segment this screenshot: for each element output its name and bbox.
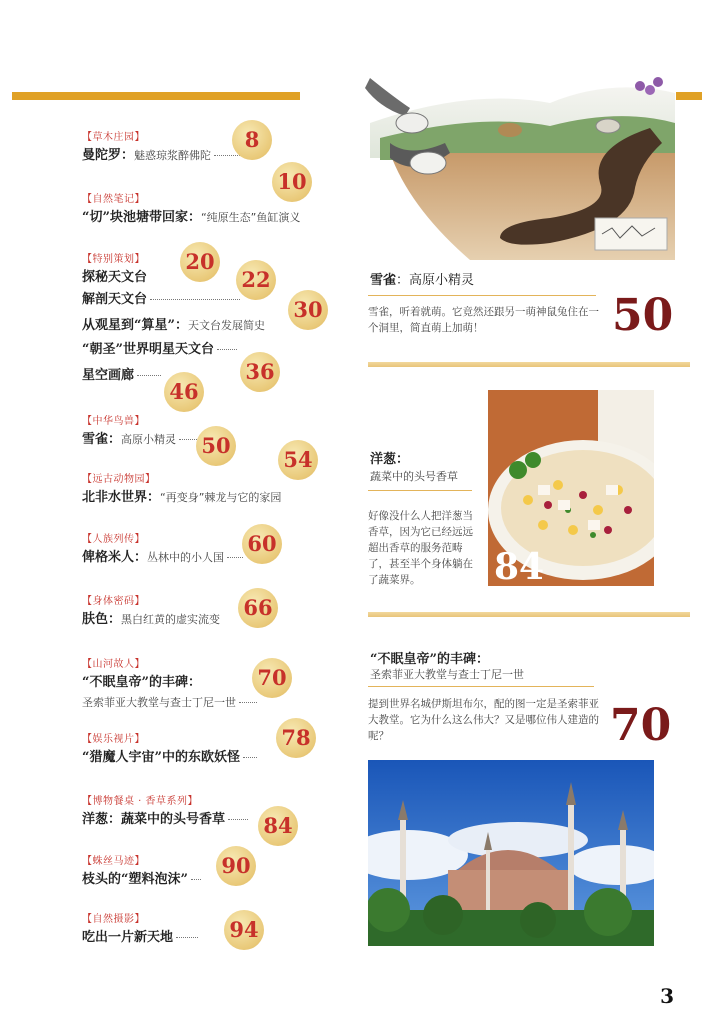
snowfinch-desc: 雪雀，听着就萌。它竟然还跟另一萌神鼠兔住在一个洞里，简直萌上加萌！ bbox=[368, 306, 599, 334]
toc-title-main: “不眠皇帝”的丰碑： bbox=[82, 675, 201, 690]
toc-page-badge[interactable]: 30 bbox=[288, 290, 328, 330]
toc-entry[interactable] bbox=[82, 366, 161, 386]
divider bbox=[368, 686, 594, 687]
leader-line bbox=[191, 879, 201, 880]
toc-category: 【山河故人】 bbox=[82, 659, 145, 670]
toc-title-main: 北非水世界： bbox=[82, 490, 161, 505]
toc-title bbox=[82, 366, 161, 386]
toc-title bbox=[82, 548, 243, 568]
toc-title-main: 星空画廊 bbox=[82, 368, 135, 383]
toc-title bbox=[82, 146, 258, 166]
toc-entry[interactable] bbox=[82, 530, 243, 568]
onion-salad-photo bbox=[488, 390, 654, 586]
toc-category: 【博物餐桌 · 香草系列】 bbox=[82, 796, 199, 807]
toc-title bbox=[82, 748, 257, 768]
toc-title bbox=[82, 208, 300, 228]
toc-category: 【娱乐视片】 bbox=[82, 734, 145, 745]
toc-title-sub: 魅惑琼浆醉佛陀 bbox=[134, 149, 212, 162]
snowfinch-title-rest: ：高原小精灵 bbox=[396, 273, 475, 288]
section-divider bbox=[368, 612, 690, 617]
toc-page-badge[interactable]: 94 bbox=[224, 910, 264, 950]
toc-entry[interactable] bbox=[82, 730, 257, 768]
toc-entry[interactable] bbox=[82, 340, 237, 360]
toc-entry[interactable] bbox=[82, 792, 248, 830]
leader-line bbox=[217, 349, 237, 350]
toc-title bbox=[82, 673, 257, 693]
toc-entry[interactable] bbox=[82, 592, 220, 630]
toc-category: 【人族列传】 bbox=[82, 534, 145, 545]
leader-line bbox=[137, 375, 161, 376]
toc-title-main: 俾格米人： bbox=[82, 550, 148, 565]
toc-entry[interactable] bbox=[82, 470, 281, 508]
toc-category: 【自然摄影】 bbox=[82, 914, 145, 925]
toc-title bbox=[82, 430, 201, 450]
toc-title bbox=[82, 268, 147, 288]
toc-entry[interactable] bbox=[82, 128, 258, 166]
divider bbox=[368, 295, 596, 296]
leader-line bbox=[239, 702, 257, 703]
toc-page-badge[interactable]: 22 bbox=[236, 260, 276, 300]
toc-entry[interactable] bbox=[82, 250, 147, 288]
onion-desc: 好像没什么人把洋葱当香草，因为它已经远远超出香草的服务范畴了，甚至半个身体躺在了蔬菜界。 bbox=[368, 510, 473, 586]
onion-page-number[interactable]: 84 bbox=[494, 546, 545, 586]
toc-title bbox=[82, 928, 198, 948]
toc-page-badge[interactable]: 10 bbox=[272, 162, 312, 202]
toc-title-main: 从观星到“算星”： bbox=[82, 318, 188, 333]
leader-line bbox=[228, 819, 248, 820]
toc-page-badge[interactable]: 36 bbox=[240, 352, 280, 392]
toc-title-sub: 丛林中的小人国 bbox=[147, 551, 225, 564]
hagia-sophia-photo bbox=[368, 760, 654, 946]
toc-category: 【草木庄园】 bbox=[82, 132, 145, 143]
toc-page-badge[interactable]: 54 bbox=[278, 440, 318, 480]
toc-title-main: “朝圣”世界明星天文台 bbox=[82, 342, 214, 357]
toc-category: 【蛛丝马迹】 bbox=[82, 856, 145, 867]
toc-title-sub: 圣索菲亚大教堂与查士丁尼一世 bbox=[82, 696, 236, 709]
toc-category: 【自然笔记】 bbox=[82, 194, 145, 205]
toc-title-sub: 天文台发展简史 bbox=[187, 319, 265, 332]
toc-page-badge[interactable]: 90 bbox=[216, 846, 256, 886]
toc-page-badge[interactable]: 84 bbox=[258, 806, 298, 846]
hagia-subtitle: 圣索菲亚大教堂与查士丁尼一世 bbox=[370, 668, 524, 681]
toc-page-badge[interactable]: 78 bbox=[276, 718, 316, 758]
header-accent-bar bbox=[12, 92, 300, 100]
toc-title bbox=[82, 870, 201, 890]
toc-page-badge[interactable]: 46 bbox=[164, 372, 204, 412]
toc-title-main: 吃出一片新天地 bbox=[82, 930, 174, 945]
onion-subtitle: 蔬菜中的头号香草 bbox=[370, 470, 458, 483]
toc-page-badge[interactable]: 50 bbox=[196, 426, 236, 466]
toc-page-badge[interactable]: 20 bbox=[180, 242, 220, 282]
leader-line bbox=[243, 757, 257, 758]
snowfinch-title[interactable] bbox=[370, 269, 474, 288]
toc-title-sub: “再变身”棘龙与它的家园 bbox=[160, 491, 282, 504]
onion-title[interactable]: 洋葱： bbox=[370, 452, 410, 467]
toc-title-main: “猎魔人宇宙”中的东欧妖怪 bbox=[82, 750, 240, 765]
toc-entry[interactable] bbox=[82, 412, 201, 450]
toc-title bbox=[82, 488, 281, 508]
leader-line bbox=[227, 557, 243, 558]
toc-entry[interactable] bbox=[82, 655, 257, 713]
toc-entry[interactable] bbox=[82, 190, 300, 228]
toc-category: 【中华鸟兽】 bbox=[82, 416, 145, 427]
toc-title-main: 肤色： bbox=[82, 612, 122, 627]
snowfinch-page-number[interactable]: 50 bbox=[612, 290, 674, 341]
toc-entry[interactable] bbox=[82, 910, 198, 948]
toc-title-main: 曼陀罗： bbox=[82, 148, 135, 163]
toc-title-main: 解剖天文台 bbox=[82, 292, 148, 307]
toc-page-badge[interactable]: 66 bbox=[238, 588, 278, 628]
header-accent-bar-right bbox=[676, 92, 702, 100]
toc-title-main: “切”块池塘带回家： bbox=[82, 210, 201, 225]
toc-title-sub: “纯原生态”鱼缸演义 bbox=[200, 211, 301, 224]
toc-title-sub: 高原小精灵 bbox=[121, 433, 177, 446]
toc-entry[interactable] bbox=[82, 316, 265, 336]
snowfinch-title-bold: 雪雀 bbox=[370, 273, 397, 288]
toc-title bbox=[82, 316, 265, 336]
toc-title bbox=[82, 693, 257, 713]
toc-category: 【特别策划】 bbox=[82, 254, 145, 265]
toc-title-sub: 黑白红黄的虚实流变 bbox=[121, 613, 221, 626]
toc-title-main: 探秘天文台 bbox=[82, 270, 148, 285]
toc-entry[interactable] bbox=[82, 852, 201, 890]
leader-line bbox=[176, 937, 198, 938]
hagia-title[interactable]: “不眠皇帝”的丰碑： bbox=[370, 652, 489, 667]
page-number: 3 bbox=[660, 984, 674, 1008]
toc-page-badge[interactable]: 60 bbox=[242, 524, 282, 564]
toc-title bbox=[82, 290, 240, 310]
toc-title bbox=[82, 340, 237, 360]
toc-title bbox=[82, 810, 248, 830]
toc-page-badge[interactable]: 8 bbox=[232, 120, 272, 160]
toc-category: 【身体密码】 bbox=[82, 596, 145, 607]
snowfinch-illustration bbox=[350, 68, 675, 260]
section-divider bbox=[368, 362, 690, 367]
toc-category: 【远古动物园】 bbox=[82, 474, 156, 485]
toc-page-badge[interactable]: 70 bbox=[252, 658, 292, 698]
divider bbox=[368, 490, 472, 491]
toc-title-main: 枝头的“塑料泡沫” bbox=[82, 872, 188, 887]
toc-title-main: 洋葱：蔬菜中的头号香草 bbox=[82, 812, 226, 827]
toc-title-main: 雪雀： bbox=[82, 432, 122, 447]
leader-line bbox=[150, 299, 240, 300]
hagia-page-number[interactable]: 70 bbox=[610, 700, 672, 751]
hagia-desc: 提到世界名城伊斯坦布尔，配的图一定是圣索菲亚大教堂。它为什么这么伟大？又是哪位伟人建造的呢？ bbox=[368, 698, 599, 742]
toc-title bbox=[82, 610, 220, 630]
toc-entry[interactable] bbox=[82, 290, 240, 310]
